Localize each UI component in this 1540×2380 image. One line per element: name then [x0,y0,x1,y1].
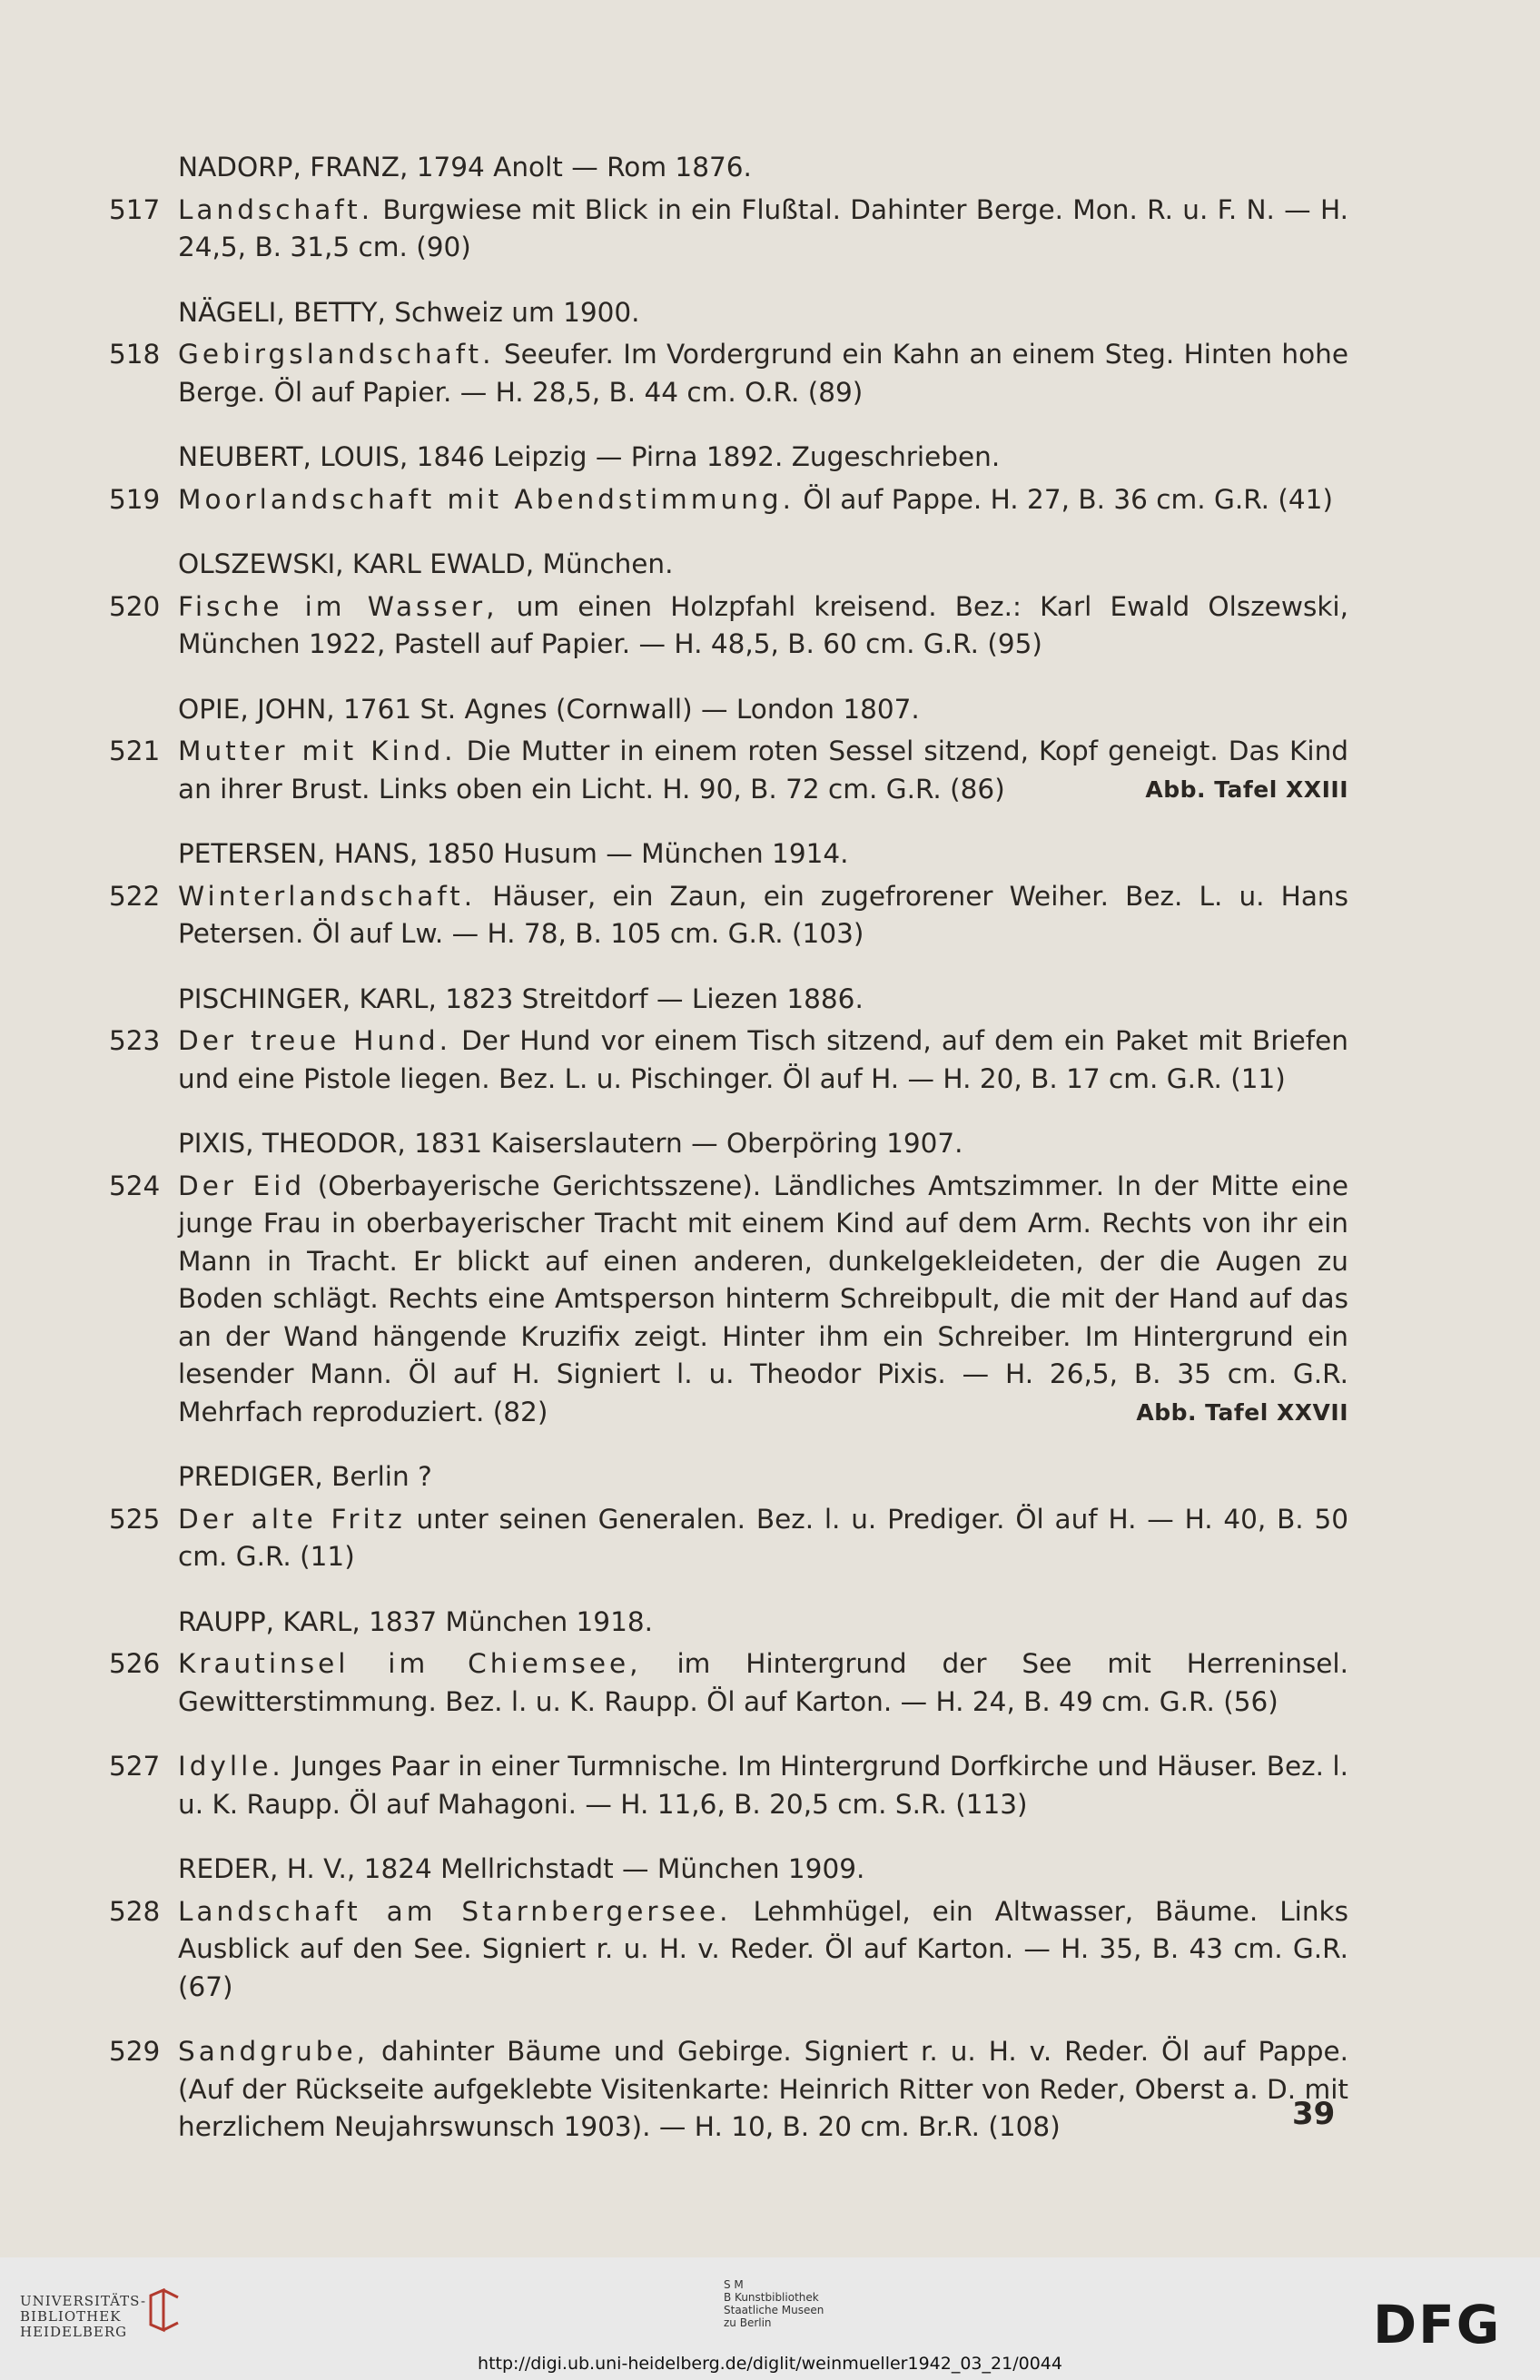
entry-description [178,878,1348,953]
entry-text: unter seinen Generalen. Bez. l. u. Prediger. Öl auf H. — H. 40, B. 50 cm. G.R. (11) [178,1503,1349,1572]
entry-description [178,1748,1348,1823]
lot-number: 523 [109,1025,161,1056]
artist-heading: OPIE, JOHN, 1761 St. Agnes (Cornwall) — London 1807. [178,693,920,725]
entry-title: Der Eid [178,1170,306,1201]
entry-title: Der treue Hund. [178,1025,451,1056]
entry-title: Winterlandschaft. [178,880,477,912]
entry-description [178,2033,1348,2147]
lot-number: 524 [109,1170,161,1201]
catalog-entry [109,1168,1348,1432]
plate-reference: Abb. Tafel XXVII [1136,1398,1348,1426]
entry-title: Landschaft. [178,193,374,225]
lot-number: 521 [109,736,161,766]
catalog-entries [109,149,1348,2147]
entry-text: Der Hund vor einem Tisch sitzend, auf dem ein Paket mit Briefen und eine Pistole liegen. Bez. L. u. Pischinger. Öl auf H. — H. 20, B. 17 cm. G.R. (11) [178,1025,1348,1094]
ub-line-1: UNIVERSITÄTS- [20,2293,147,2309]
dfg-logo[interactable]: DFG [1373,2294,1502,2355]
page-url-link[interactable]: http://digi.ub.uni-heidelberg.de/diglit/weinmueller1942_03_21/0044 [478,2354,1062,2374]
entry-title: Sandgrube, [178,2036,370,2067]
catalog-entry [109,1748,1348,1823]
entry-title: Mutter mit Kind. [178,736,457,766]
lot-number: 526 [109,1648,161,1679]
artist-heading: PETERSEN, HANS, 1850 Husum — München 1914. [178,838,849,869]
catalog-entry [109,481,1348,519]
entry-text: Die Mutter in einem roten Sessel sitzend, Kopf geneigt. Das Kind an ihrer Brust. Links oben ein Licht. H. 90, B. 72 cm. G.R. (86) [178,736,1348,805]
entry-title: Fische im Wasser, [178,590,499,622]
catalog-entry [109,1645,1348,1721]
entry-description [178,733,1348,808]
catalog-entry [109,1501,1348,1576]
catalog-entry [109,733,1348,808]
page-number: 39 [1292,2096,1336,2132]
artist-heading: PREDIGER, Berlin ? [178,1461,432,1492]
entry-text: (Oberbayerische Gerichtsszene). Ländliches Amtszimmer. In der Mitte eine junge Frau in oberbayerischer Tracht mit einem Kind auf dem Arm. Rechts von ihr ein Mann in Tracht. Er blickt auf einen anderen, dunkelgekleideten, der die Augen zu Boden schlägt. Rechts eine Amtsperson hinterm Schreibpult, die mit der Hand auf das an der Wand hängende Kruzifix zeigt. Hinter ihm ein Schreiber. Im Hintergrund ein lesender Mann. Öl auf H. Signiert l. u. Theodor Pixis. — H. 26,5, B. 35 cm. G.R. Mehrfach reproduziert. (82) [178,1170,1348,1427]
ub-line-3: HEIDELBERG [20,2324,128,2340]
catalog-entry [109,336,1348,411]
lot-number: 517 [109,193,161,225]
entry-text: Öl auf Pappe. H. 27, B. 36 cm. G.R. (41) [803,483,1333,515]
catalog-entry [109,588,1348,664]
entry-description [178,336,1348,411]
entry-description [178,1893,1348,2007]
entry-description [178,588,1348,664]
entry-title: Landschaft am Starnbergersee. [178,1895,732,1927]
smk-line-1: S M [724,2278,744,2291]
entry-title: Moorlandschaft mit Abendstimmung. [178,483,795,515]
entry-text: Lehmhügel, ein Altwasser, Bäume. Links Ausblick auf den See. Signiert r. u. H. v. Reder. Öl auf Karton. — H. 35, B. 43 cm. G.R. (67) [178,1895,1348,2002]
artist-heading: RAUPP, KARL, 1837 München 1918. [178,1605,653,1637]
artist-heading: PISCHINGER, KARL, 1823 Streitdorf — Liezen 1886. [178,983,864,1014]
catalog-entry [109,878,1348,953]
lot-number: 518 [109,339,161,370]
artist-heading: OLSZEWSKI, KARL EWALD, München. [178,548,674,579]
lot-number: 522 [109,880,161,912]
artist-heading: PIXIS, THEODOR, 1831 Kaiserslautern — Oberpöring 1907. [178,1128,963,1159]
entry-title: Krautinsel im Chiemsee, [178,1648,642,1679]
lot-number: 528 [109,1895,161,1927]
artist-heading: NADORP, FRANZ, 1794 Anolt — Rom 1876. [178,152,752,183]
lot-number: 525 [109,1503,161,1535]
lot-number: 527 [109,1751,161,1782]
entry-text: Seeufer. Im Vordergrund ein Kahn an einem Steg. Hinten hohe Berge. Öl auf Papier. — H. 28,5, B. 44 cm. O.R. (89) [178,339,1348,408]
entry-text: im Hintergrund der See mit Herreninsel. Gewitterstimmung. Bez. l. u. K. Raupp. Öl auf Karton. — H. 24, B. 49 cm. G.R. (56) [178,1648,1348,1717]
ub-line-2: BIBLIOTHEK [20,2308,122,2325]
entry-title: Gebirgslandschaft. [178,339,495,370]
artist-heading: NEUBERT, LOUIS, 1846 Leipzig — Pirna 1892. Zugeschrieben. [178,441,1001,472]
entry-description [178,1168,1348,1432]
lot-number: 520 [109,590,161,622]
smk-line-3: Staatliche Museen [724,2304,824,2316]
ub-heidelberg-logo-icon [143,2288,183,2336]
ub-heidelberg-logo-text[interactable] [20,2294,146,2340]
entry-text: Häuser, ein Zaun, ein zugefrorener Weiher. Bez. L. u. Hans Petersen. Öl auf Lw. — H. 78, B. 105 cm. G.R. (103) [178,880,1349,949]
artist-heading: REDER, H. V., 1824 Mellrichstadt — München 1909. [178,1853,865,1884]
catalog-entry [109,2033,1348,2147]
plate-reference: Abb. Tafel XXIII [1145,775,1348,803]
lot-number: 529 [109,2036,161,2067]
smk-line-4: zu Berlin [724,2316,772,2329]
smk-line-2: B Kunstbibliothek [724,2291,819,2304]
entry-description [178,481,1348,519]
catalog-entry [109,1022,1348,1098]
entry-description [178,192,1348,267]
entry-text: Junges Paar in einer Turmnische. Im Hintergrund Dorfkirche und Häuser. Bez. l. u. K. Raupp. Öl auf Mahagoni. — H. 11,6, B. 20,5 cm. S.R. (113) [178,1751,1348,1820]
entry-text: um einen Holzpfahl kreisend. Bez.: Karl Ewald Olszewski, München 1922, Pastell auf Papier. — H. 48,5, B. 60 cm. G.R. (95) [178,590,1348,659]
entry-description [178,1645,1348,1721]
entry-text: Burgwiese mit Blick in ein Flußtal. Dahinter Berge. Mon. R. u. F. N. — H. 24,5, B. 31,5 cm. (90) [178,193,1348,262]
artist-heading: NÄGELI, BETTY, Schweiz um 1900. [178,296,640,328]
entry-title: Der alte Fritz [178,1503,406,1535]
entry-text: dahinter Bäume und Gebirge. Signiert r. u. H. v. Reder. Öl auf Pappe. (Auf der Rückseite aufgeklebte Visitenkarte: Heinrich Ritter von Reder, Oberst a. D. mit herzlichem Neujahrswunsch 1903). — H. 10, B. 20 cm. Br.R. (108) [178,2036,1348,2142]
entry-description [178,1022,1348,1098]
lot-number: 519 [109,483,161,515]
catalog-entry [109,1893,1348,2007]
catalog-entry [109,192,1348,267]
entry-description [178,1501,1348,1576]
smb-kunstbibliothek-logo[interactable] [724,2278,824,2329]
entry-title: Idylle. [178,1751,284,1782]
